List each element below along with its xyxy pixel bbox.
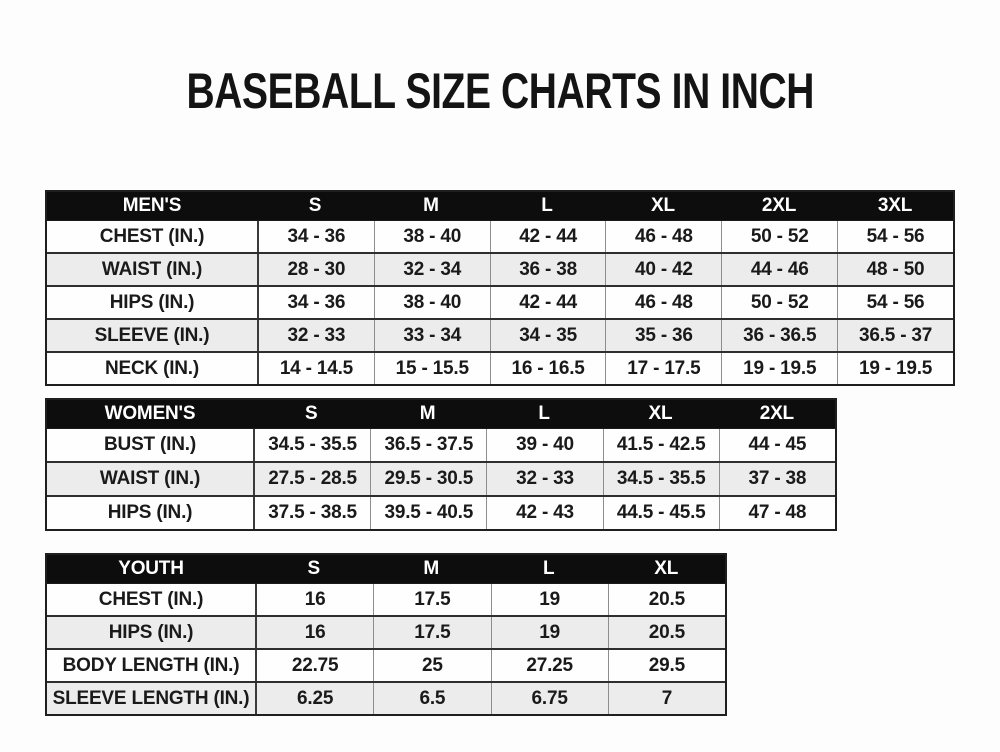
size-value-cell: 54 - 56 — [837, 287, 953, 318]
size-value-cell: 40 - 42 — [605, 254, 721, 285]
size-value-cell: 44.5 - 45.5 — [603, 497, 719, 529]
womens-table-row — [47, 461, 835, 495]
size-value-cell: 34 - 36 — [257, 287, 374, 318]
measurement-label-cell: BODY LENGTH (IN.) — [62, 654, 240, 676]
size-value-cell: 54 - 56 — [837, 221, 953, 252]
size-value-cell: 38 - 40 — [374, 221, 490, 252]
size-value-cell: 42 - 44 — [490, 287, 606, 318]
youth-size-header-cell: S — [307, 558, 320, 579]
mens-size-header-cell: L — [541, 195, 553, 216]
size-value-cell: 47 - 48 — [719, 497, 835, 529]
size-value-cell: 19 - 19.5 — [837, 353, 953, 384]
size-value-cell: 50 - 52 — [721, 287, 837, 318]
youth-table-row — [47, 615, 725, 648]
mens-size-header-cell: M — [423, 195, 439, 216]
measurement-label-cell: CHEST (IN.) — [98, 588, 204, 610]
size-value-cell: 36 - 38 — [490, 254, 606, 285]
measurement-label-cell: CHEST (IN.) — [99, 225, 205, 247]
mens-table-row — [47, 252, 953, 285]
size-value-cell: 37 - 38 — [719, 463, 835, 495]
youth-size-header-cell: L — [543, 558, 555, 579]
womens-size-header-cell: XL — [648, 403, 673, 424]
mens-table-row — [47, 318, 953, 351]
womens-size-table — [45, 398, 837, 531]
size-value-cell: 32 - 34 — [374, 254, 490, 285]
size-value-cell: 36.5 - 37 — [837, 320, 953, 351]
size-value-cell: 38 - 40 — [374, 287, 490, 318]
size-value-cell: 27.5 - 28.5 — [253, 463, 370, 495]
size-value-cell: 14 - 14.5 — [257, 353, 374, 384]
size-value-cell: 41.5 - 42.5 — [603, 429, 719, 461]
mens-size-header-cell: 2XL — [761, 195, 797, 216]
size-value-cell: 35 - 36 — [605, 320, 721, 351]
mens-size-header-cell: S — [308, 195, 322, 216]
measurement-label-cell: HIPS (IN.) — [108, 621, 194, 643]
measurement-label-cell: BUST (IN.) — [104, 434, 196, 455]
size-value-cell: 36.5 - 37.5 — [370, 429, 486, 461]
size-value-cell: 48 - 50 — [837, 254, 953, 285]
page-title — [0, 64, 1000, 118]
size-value-cell: 20.5 — [608, 584, 725, 615]
measurement-label-cell: SLEEVE (IN.) — [94, 324, 210, 346]
size-value-cell: 19 - 19.5 — [721, 353, 837, 384]
size-value-cell: 46 - 48 — [605, 287, 721, 318]
measurement-label-cell: WAIST (IN.) — [101, 258, 203, 280]
mens-table-title-cell: MEN'S — [122, 195, 182, 216]
youth-size-header-cell: XL — [654, 558, 679, 579]
size-value-cell: 17 - 17.5 — [605, 353, 721, 384]
size-value-cell: 44 - 45 — [719, 429, 835, 461]
size-value-cell: 17.5 — [373, 617, 490, 648]
size-value-cell: 34.5 - 35.5 — [253, 429, 370, 461]
size-value-cell: 34 - 36 — [257, 221, 374, 252]
size-value-cell: 44 - 46 — [721, 254, 837, 285]
youth-table-title-cell: YOUTH — [118, 558, 184, 579]
size-value-cell: 28 - 30 — [257, 254, 374, 285]
size-value-cell: 16 — [255, 584, 373, 615]
mens-table-row — [47, 351, 953, 384]
mens-size-table — [45, 190, 955, 386]
womens-table-row — [47, 428, 835, 461]
mens-header-row — [47, 192, 953, 220]
size-value-cell: 39 - 40 — [486, 429, 602, 461]
size-value-cell: 16 — [255, 617, 373, 648]
size-value-cell: 6.5 — [373, 683, 490, 714]
size-value-cell: 20.5 — [608, 617, 725, 648]
size-value-cell: 19 — [491, 584, 608, 615]
measurement-label-cell: WAIST (IN.) — [99, 468, 201, 489]
size-value-cell: 29.5 — [608, 650, 725, 681]
size-value-cell: 39.5 - 40.5 — [370, 497, 486, 529]
size-value-cell: 25 — [373, 650, 490, 681]
size-value-cell: 42 - 44 — [490, 221, 606, 252]
womens-table-row — [47, 495, 835, 529]
womens-size-header-cell: 2XL — [759, 403, 794, 424]
womens-size-header-cell: S — [304, 403, 318, 424]
size-value-cell: 34.5 - 35.5 — [603, 463, 719, 495]
size-value-cell: 46 - 48 — [605, 221, 721, 252]
womens-size-header-cell: L — [538, 403, 550, 424]
size-value-cell: 22.75 — [255, 650, 373, 681]
size-value-cell: 6.75 — [491, 683, 608, 714]
measurement-label-cell: NECK (IN.) — [104, 357, 200, 379]
size-value-cell: 6.25 — [255, 683, 373, 714]
measurement-label-cell: SLEEVE LENGTH (IN.) — [52, 687, 250, 709]
size-value-cell: 34 - 35 — [490, 320, 606, 351]
size-value-cell: 37.5 - 38.5 — [253, 497, 370, 529]
youth-table-row — [47, 583, 725, 615]
youth-size-header-cell: M — [423, 558, 440, 579]
size-value-cell: 17.5 — [373, 584, 490, 615]
womens-table-title-cell: WOMEN'S — [104, 403, 196, 424]
youth-size-table — [45, 553, 727, 716]
size-value-cell: 42 - 43 — [486, 497, 602, 529]
mens-table-row — [47, 220, 953, 252]
mens-table-row — [47, 285, 953, 318]
womens-size-header-cell: M — [419, 403, 436, 424]
size-value-cell: 27.25 — [491, 650, 608, 681]
size-value-cell: 15 - 15.5 — [374, 353, 490, 384]
size-value-cell: 33 - 34 — [374, 320, 490, 351]
mens-size-header-cell: XL — [651, 195, 675, 216]
youth-table-row — [47, 648, 725, 681]
mens-size-header-cell: 3XL — [877, 195, 913, 216]
youth-table-row — [47, 681, 725, 714]
size-value-cell: 32 - 33 — [257, 320, 374, 351]
measurement-label-cell: HIPS (IN.) — [109, 291, 195, 313]
size-value-cell: 50 - 52 — [721, 221, 837, 252]
size-value-cell: 29.5 - 30.5 — [370, 463, 486, 495]
size-value-cell: 32 - 33 — [486, 463, 602, 495]
size-value-cell: 36 - 36.5 — [721, 320, 837, 351]
youth-header-row — [47, 555, 725, 583]
page-title-text: BASEBALL SIZE CHARTS IN INCH — [186, 63, 814, 119]
size-value-cell: 7 — [608, 683, 725, 714]
size-value-cell: 16 - 16.5 — [490, 353, 606, 384]
measurement-label-cell: HIPS (IN.) — [107, 502, 193, 523]
size-value-cell: 19 — [491, 617, 608, 648]
womens-header-row — [47, 400, 835, 428]
